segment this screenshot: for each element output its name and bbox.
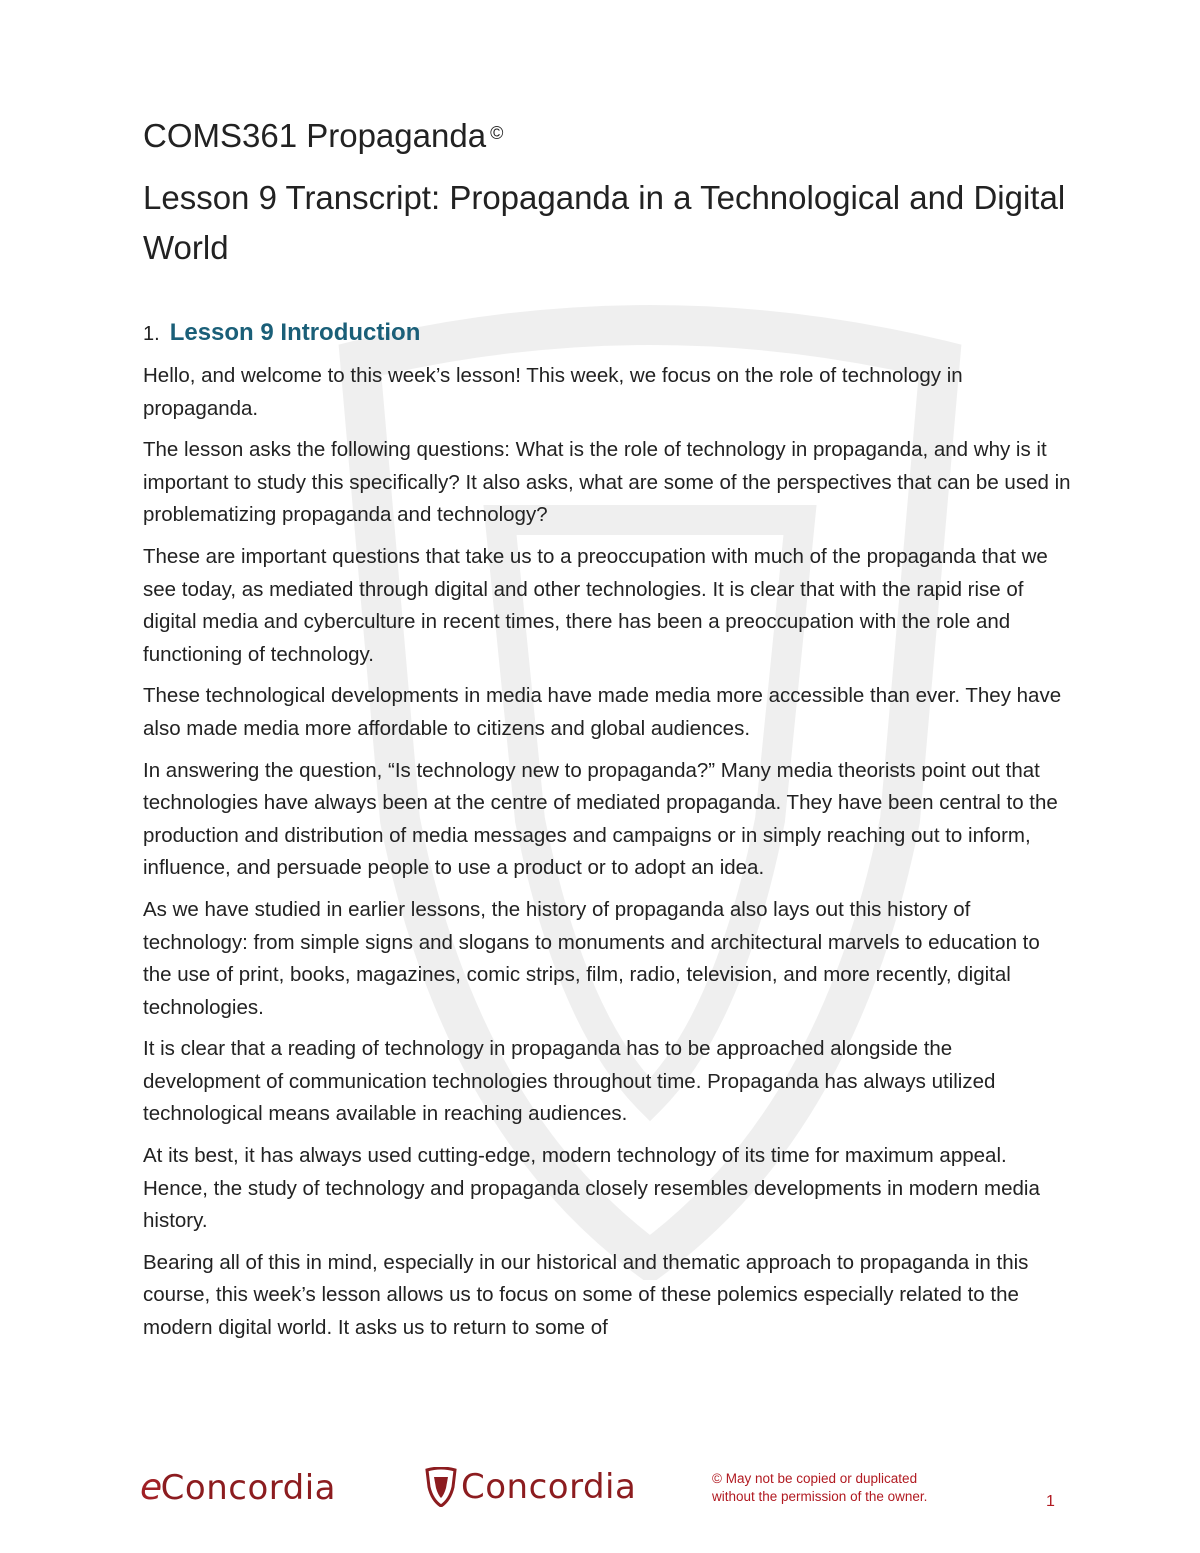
copyright-notice [712,1470,927,1506]
course-title-text: COMS361 Propaganda [143,117,487,154]
econcordia-logo-text: Concordia [160,1467,336,1508]
paragraph: These are important questions that take us to a preoccupation with much of the propaganda that we see today, as mediated through digital and other technologies. It is clear that with the rapid rise of digital media and cyberculture in recent times, there has been a preoccupation with the role and functioning of technology. [143,544,1048,666]
paragraph: As we have studied in earlier lessons, the history of propaganda also lays out this history of technology: from simple signs and slogans to monuments and architectural marvels to education to the use of print, books, magazines, comic strips, film, radio, television, and more recently, digital technologies. [143,897,1040,1019]
shield-icon [425,1467,457,1507]
paragraph: Hello, and welcome to this week’s lesson! This week, we focus on the role of technology in propaganda. [143,364,963,420]
copyright-notice-line: without the permission of the owner. [712,1489,928,1504]
paragraph: These technological developments in media have made media more accessible than ever. They have also made media more affordable to citizens and global audiences. [143,684,1062,740]
concordia-logo-text: Concordia [461,1467,637,1507]
section-number: 1. [143,323,160,345]
page-number: 1 [1046,1493,1055,1510]
section-heading-text: Lesson 9 Introduction [169,319,421,346]
concordia-logo [425,1467,636,1507]
paragraph: Bearing all of this in mind, especially in our historical and thematic approach to propaganda in this course, this week’s lesson allows us to focus on some of these polemics especially related to the modern digital world. It asks us to return to some of [143,1250,1029,1340]
document-body [143,108,1073,1345]
econcordia-e-mark: e [140,1467,163,1508]
section-heading [143,313,1073,354]
page-footer [0,1455,1200,1535]
paragraph: In answering the question, “Is technology new to propaganda?” Many media theorists point out that technologies have always been at the centre of mediated propaganda. They have been central to the production and distribution of media messages and campaigns or in simply reaching out to inform, influence, and persuade people to use a product or to adopt an idea. [143,758,1058,880]
paragraph: It is clear that a reading of technology in propaganda has to be approached alongside the development of communication technologies throughout time. Propaganda has always utilized technological means available in reaching audiences. [143,1037,996,1126]
paragraph: At its best, it has always used cutting-edge, modern technology of its time for maximum appeal. Hence, the study of technology and propaganda closely resembles developments in modern media history. [143,1144,1040,1233]
course-title [143,108,1073,161]
paragraph: The lesson asks the following questions: What is the role of technology in propaganda, and why is it important to study this specifically? It also asks, what are some of the perspectives that can be used in problematizing propaganda and technology? [143,438,1071,527]
econcordia-logo [140,1467,336,1508]
lesson-title: Lesson 9 Transcript: Propaganda in a Technological and Digital World [143,179,1066,266]
copyright-notice-line: © May not be copied or duplicated [712,1471,918,1486]
copyright-symbol: © [490,123,504,143]
